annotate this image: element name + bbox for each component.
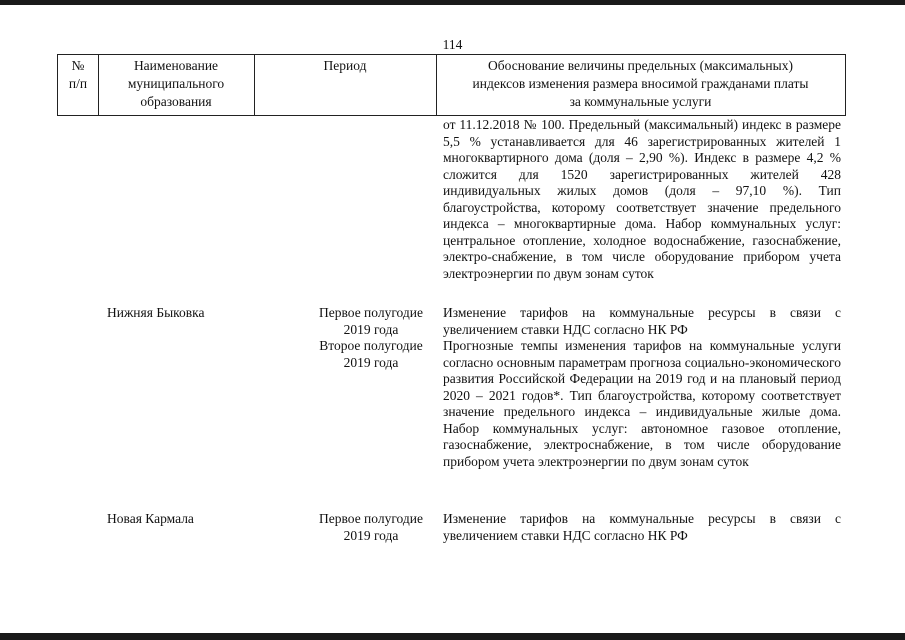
header-col-number xyxy=(57,54,99,116)
header-text: индексов изменения размера вносимой гражданами платы xyxy=(472,76,809,91)
period-label xyxy=(290,511,452,544)
period-line: 2019 года xyxy=(343,321,399,337)
header-col-period xyxy=(254,54,437,116)
header-text: Наименование xyxy=(133,58,219,73)
continuation-paragraph: от 11.12.2018 № 100. Предельный (максимальный) индекс в размере 5,5 % устанавливается для 46 зарегистрированных жителей 1 многоквартирного дома (доля – 2,90 %). Индекс в размере 4,2 % сложится для 1520 зарегистрированных жителей 428 индивидуальных жилых домов (доля – 97,10 %). Тип благоустройства, которому соответствует значение предельного индекса – многоквартирные дома. Набор коммунальных услуг: центральное отопление, холодное водоснабжение, газоснабжение, электро-снабжение, в том числе оборудование прибором учета электроэнергии по двум зонам суток xyxy=(443,117,841,281)
period-line: Первое полугодие xyxy=(319,511,423,526)
reason-text: Изменение тарифов на коммунальные ресурсы в связи с увеличением ставки НДС согласно НК РФ xyxy=(443,305,841,337)
period-label xyxy=(290,305,452,338)
header-text: образования xyxy=(140,94,212,109)
header-text: п/п xyxy=(68,76,88,91)
period-line: 2019 года xyxy=(343,527,399,543)
top-border xyxy=(0,0,905,5)
period-line: Второе полугодие xyxy=(319,338,423,353)
header-col-name xyxy=(98,54,255,116)
period-line: 2019 года xyxy=(343,354,399,370)
header-text: за коммунальные услуги xyxy=(569,94,712,109)
period-line: Первое полугодие xyxy=(319,305,423,320)
reason-text: Прогнозные темпы изменения тарифов на коммунальные услуги согласно основным параметрам прогноза социально-экономического развития Российской Федерации на 2019 год и на плановый период 2020 – 2021 годов*. Тип благоустройства, которому соответствует значение предельного индекса – индивидуальные жилые дома. Набор коммунальных услуг: автономное газовое отопление, газоснабжение, электроснабжение, в том числе оборудование прибором учета электроэнергии по двум зонам суток xyxy=(443,338,841,469)
header-text: муниципального xyxy=(127,76,225,91)
header-col-reason xyxy=(436,54,846,116)
reason-text: Изменение тарифов на коммунальные ресурсы в связи с увеличением ставки НДС согласно НК РФ xyxy=(443,511,841,543)
bottom-border xyxy=(0,633,905,640)
header-text: Обоснование величины предельных (максимальных) xyxy=(488,58,793,73)
municipality-name: Нижняя Быковка xyxy=(107,305,205,320)
header-text: № xyxy=(71,58,85,73)
page-number: 114 xyxy=(442,37,463,52)
header-text: Период xyxy=(323,58,367,73)
period-label xyxy=(290,338,452,371)
municipality-name: Новая Кармала xyxy=(107,511,194,526)
